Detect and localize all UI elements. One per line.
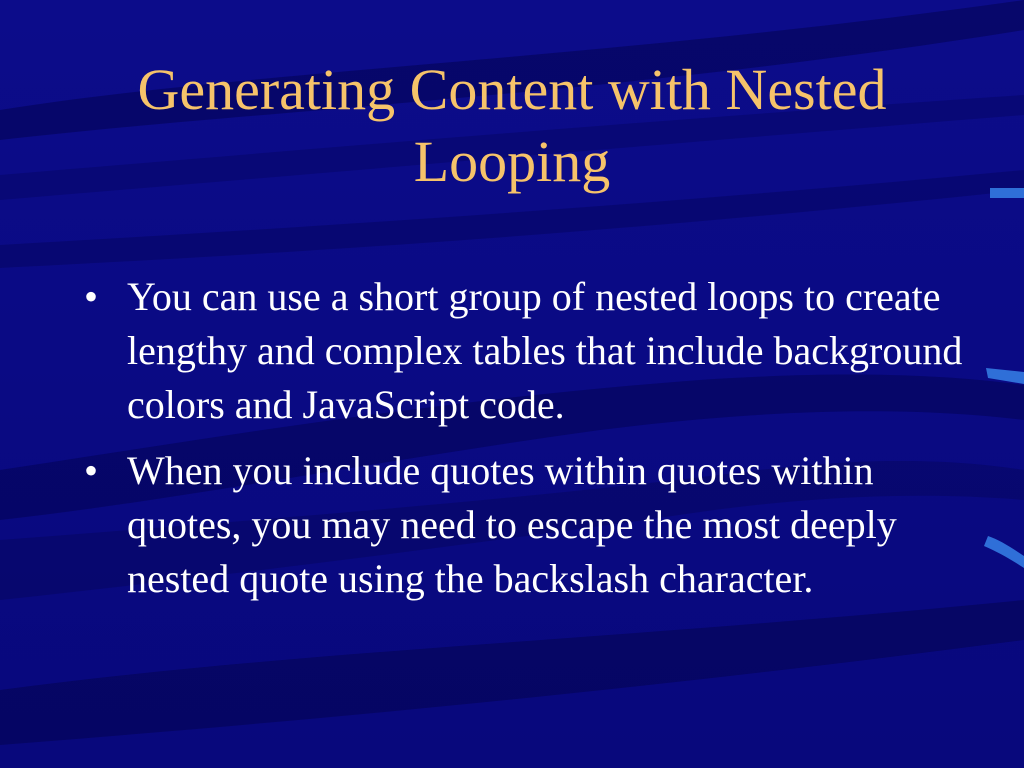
bullet-dot-icon: • (84, 448, 99, 493)
bullet-item (84, 444, 964, 606)
bullet-text: You can use a short group of nested loops to create lengthy and complex tables that include background colors and JavaScript code. (127, 274, 963, 427)
bullet-dot-icon: • (84, 274, 99, 319)
bullet-text: When you include quotes within quotes within quotes, you may need to escape the most deeply nested quote using the backslash character. (127, 448, 897, 601)
bullet-list (84, 270, 964, 618)
slide-title: Generating Content with Nested Looping (137, 57, 887, 194)
bullet-item (84, 270, 964, 432)
